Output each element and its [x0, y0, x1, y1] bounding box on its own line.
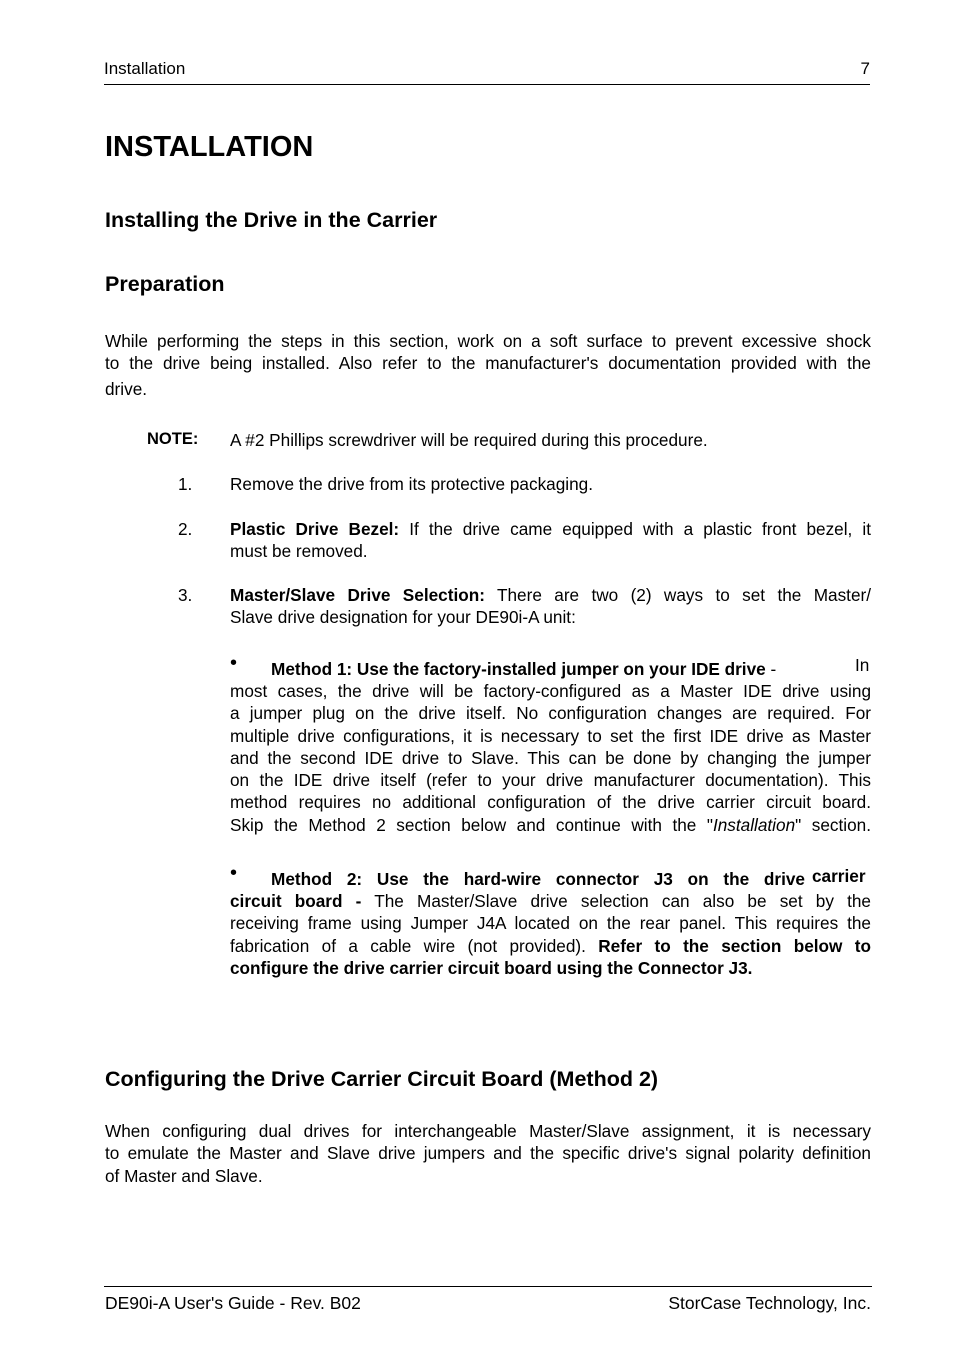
step-1-text: Remove the drive from its protective packaging. [230, 474, 594, 494]
page-title: INSTALLATION [105, 131, 314, 163]
step-2-text: Plastic Drive Bezel: If the drive came equipped with a plastic front bezel, it must be removed. [230, 519, 871, 562]
footer-rule [104, 1286, 872, 1287]
footer-right: StorCase Technology, Inc. [668, 1293, 871, 1313]
step-3-text: Master/Slave Drive Selection: There are two (2) ways to set the Master/ Slave drive designation for your DE90i-A unit: [230, 585, 871, 628]
method-2-heading-tail: carrier [812, 866, 866, 886]
method-2-body: circuit board - The Master/Slave drive selection can also be set by the receiving frame using Jumper J4A located on the rear panel. This requires the fabrication of a cable wire (not provided). Refer to the section below to configure the drive carrier circuit board using the Connector J3. [230, 891, 871, 978]
footer-left: DE90i-A User's Guide - Rev. B02 [105, 1293, 361, 1313]
heading-preparation: Preparation [105, 272, 225, 296]
method-2-heading: Method 2: Use the hard-wire connector J3 on the drive [271, 869, 805, 889]
header-section: Installation [104, 59, 186, 78]
page-number: 7 [860, 59, 870, 78]
step-1-number: 1. [178, 474, 193, 494]
note-label: NOTE: [147, 430, 199, 448]
method-1-body: most cases, the drive will be factory-configured as a Master IDE drive using a jumper plug on the drive itself. No configuration changes are required. For multiple drive configurations, it is necessary to set the first IDE drive as Master and the second IDE drive to Slave. This can be done by changing the jumper on the IDE drive itself (refer to your drive manufacturer documentation). This method requires no additional configuration of the drive carrier circuit board. Skip the Method 2 section below and continue with the "Installation" section. [230, 681, 871, 835]
method-1-bullet: • [230, 652, 238, 674]
header-rule [104, 84, 870, 85]
heading-configuring: Configuring the Drive Carrier Circuit Board (Method 2) [105, 1067, 659, 1091]
method-1-heading: Method 1: Use the factory-installed jumper on your IDE drive - [271, 659, 777, 679]
note-text: A #2 Phillips screwdriver will be required during this procedure. [230, 430, 708, 450]
method-2-bullet: • [230, 862, 238, 884]
config-paragraph: When configuring dual drives for interchangeable Master/Slave assignment, it is necessary to emulate the Master and Slave drive jumpers and the specific drive's signal polarity definition of Master and Slave. [105, 1121, 871, 1186]
step-2-number: 2. [178, 519, 193, 539]
heading-installing-drive: Installing the Drive in the Carrier [105, 208, 438, 232]
method-1-heading-tail: In [855, 655, 870, 675]
intro-paragraph: While performing the steps in this section, work on a soft surface to prevent excessive shock to the drive being installed. Also refer to the manufacturer's documentation provided with the drive. [105, 331, 871, 399]
step-3-number: 3. [178, 585, 193, 605]
